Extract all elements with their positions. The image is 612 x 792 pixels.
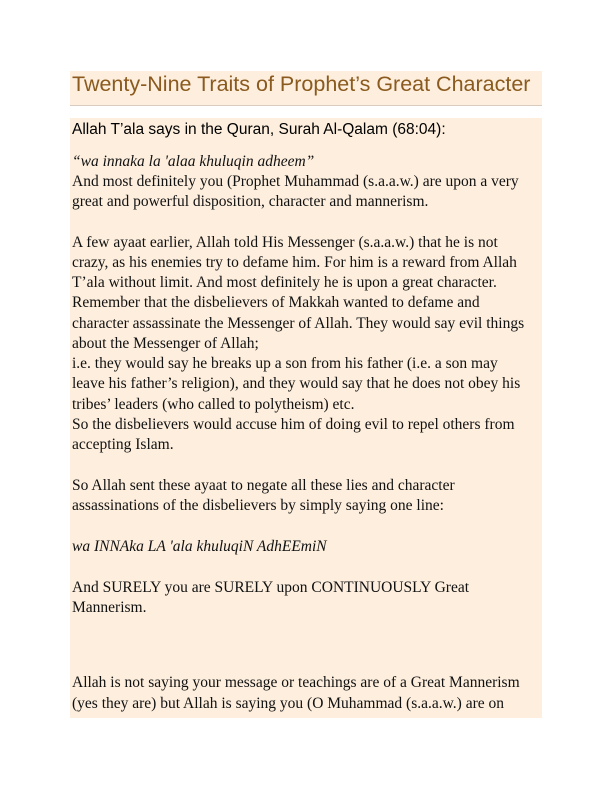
text-line: Remember that the disbelievers of Makkah wanted to defame and: [72, 294, 480, 311]
text-line: (yes they are) but Allah is saying you (O Muhammad (s.a.a.w.) are on: [72, 695, 505, 712]
text-line: tribes’ leaders (who called to polytheism) etc.: [72, 396, 355, 413]
title-box: [70, 71, 542, 106]
text-line: assassinations of the disbelievers by simply saying one line:: [72, 497, 444, 514]
text-line: So Allah sent these ayaat to negate all these lies and character: [72, 477, 455, 494]
verse-transliteration: “wa innaka la 'alaa khuluqin adheem”: [72, 153, 315, 170]
text-line: And most definitely you (Prophet Muhammad (s.a.a.w.) are upon a very: [72, 173, 519, 190]
text-line: T’ala without limit. And most definitely he is upon a great character.: [72, 274, 497, 291]
text-line: leave his father’s religion), and they would say that he does not obey his: [72, 375, 521, 392]
text-line: accepting Islam.: [72, 436, 174, 453]
text-line: crazy, as his enemies try to defame him. For him is a reward from Allah: [72, 254, 517, 271]
text-line: And SURELY you are SURELY upon CONTINUOUSLY Great: [72, 579, 470, 596]
text-line: i.e. they would say he breaks up a son from his father (i.e. a son may: [72, 355, 498, 372]
text-line: about the Messenger of Allah;: [72, 335, 259, 352]
text-line: great and powerful disposition, character and mannerism.: [72, 193, 429, 210]
page-title: Twenty-Nine Traits of Prophet’s Great Character: [72, 72, 531, 96]
text-line: Allah is not saying your message or teachings are of a Great Mannerism: [72, 674, 520, 691]
verse-emphasis: wa INNAka LA 'ala khuluqiN AdhEEmiN: [72, 538, 327, 555]
subheading: Allah T’ala says in the Quran, Surah Al-Qalam (68:04):: [72, 121, 446, 138]
text-line: Mannerism.: [72, 599, 147, 616]
text-line: So the disbelievers would accuse him of doing evil to repel others from: [72, 416, 515, 433]
text-line: character assassinate the Messenger of Allah. They would say evil things: [72, 315, 525, 332]
text-line: A few ayaat earlier, Allah told His Messenger (s.a.a.w.) that he is not: [72, 234, 498, 251]
